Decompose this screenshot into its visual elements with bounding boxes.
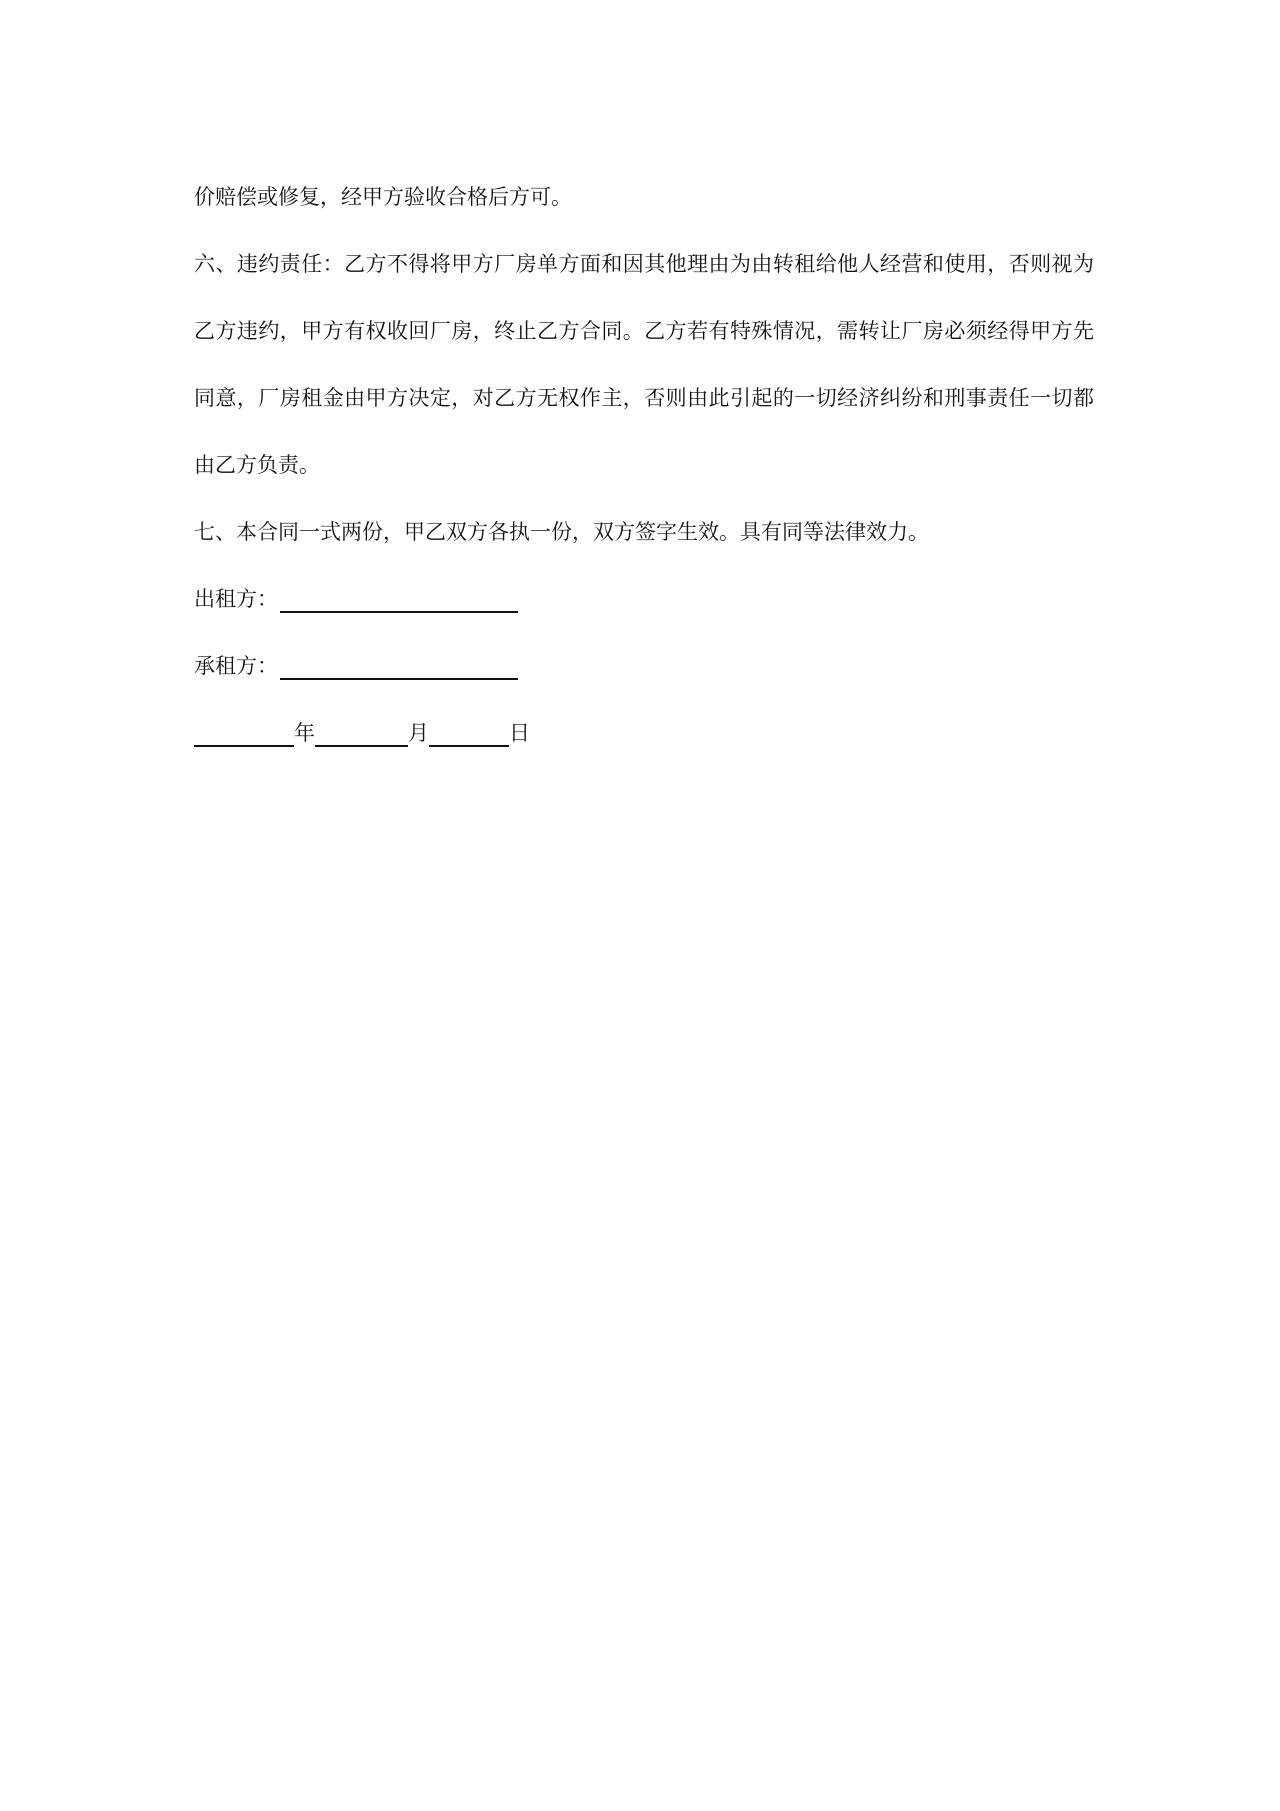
month-blank [315,723,408,747]
lessor-signature-line [194,566,1094,633]
document-body [194,164,1094,767]
day-label: 日 [509,721,530,745]
paragraph-copies: 七、本合同一式两份，甲乙双方各执一份，双方签字生效。具有同等法律效力。 [194,520,929,544]
lessee-signature-blank [280,656,518,680]
month-label: 月 [408,721,429,745]
lessee-signature-line [194,633,1094,700]
year-blank [194,723,294,747]
day-blank [429,723,509,747]
lessee-label: 承租方： [194,654,278,678]
lessor-signature-blank [280,589,518,613]
paragraph-breach-liability: 六、违约责任：乙方不得将甲方厂房单方面和因其他理由为由转租给他人经营和使用，否则视为乙方违约，甲方有权收回厂房，终止乙方合同。乙方若有特殊情况，需转让厂房必须经得甲方先同意，厂房租金由甲方决定，对乙方无权作主，否则由此引起的一切经济纠纷和刑事责任一切都由乙方负责。 [194,252,1094,477]
date-line [194,700,1094,767]
year-label: 年 [294,721,315,745]
paragraph-repair: 价赔偿或修复，经甲方验收合格后方可。 [194,185,572,209]
lessor-label: 出租方： [194,587,278,611]
